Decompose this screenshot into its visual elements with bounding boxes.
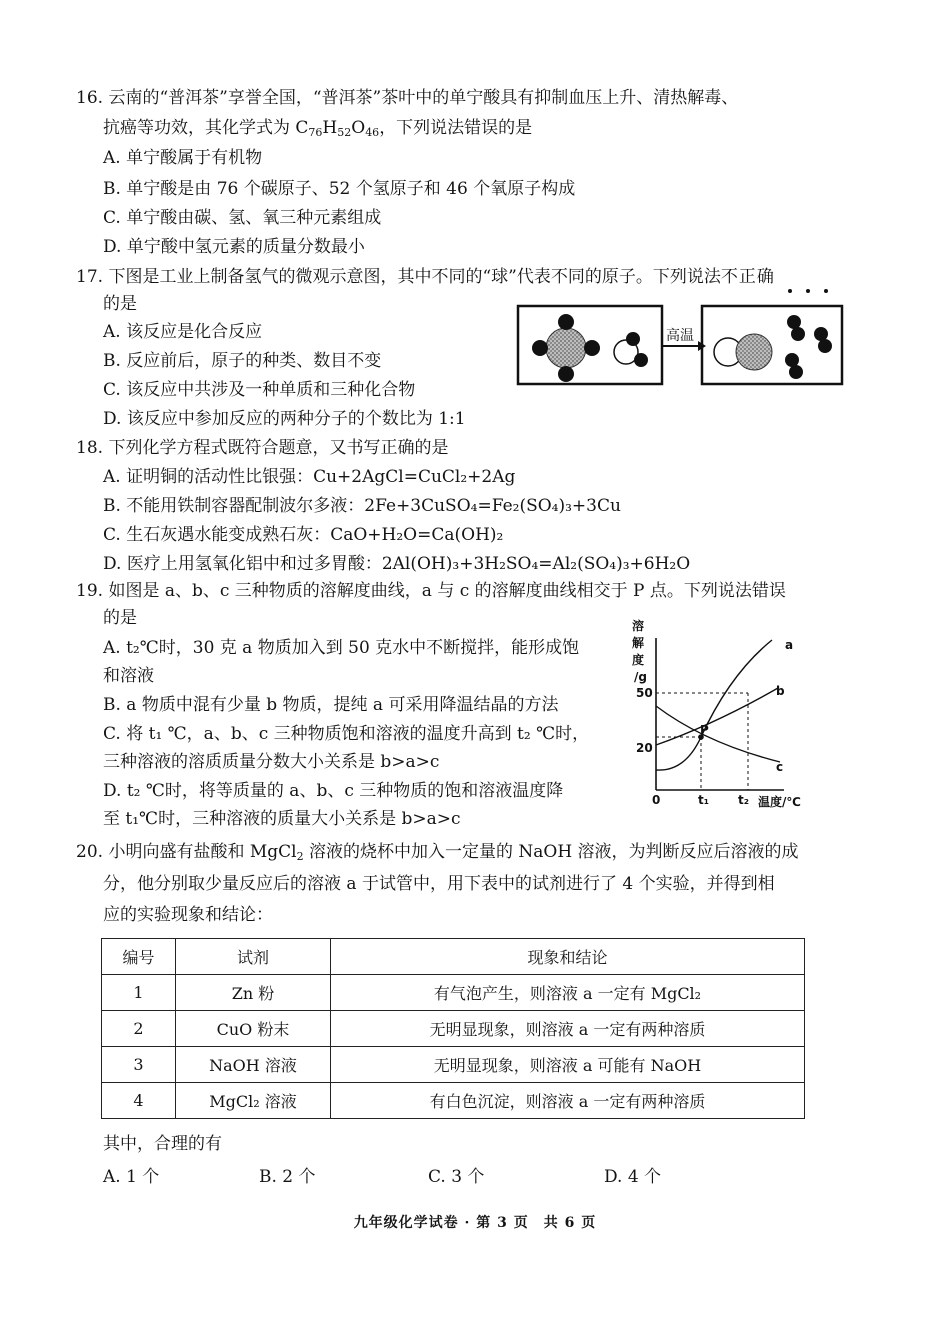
x-axis-label: 温度/℃	[758, 795, 801, 809]
co-molecule	[714, 334, 772, 370]
q19-stem-line1: 19. 如图是 a、b、c 三种物质的溶解度曲线，a 与 c 的溶解度曲线相交于 P 点。下列说法错误	[76, 581, 786, 601]
row-result: 无明显现象，则溶液 a 一定有两种溶质	[331, 1011, 805, 1047]
experiment-table	[101, 938, 805, 1119]
q20-option-b: B. 2 个	[259, 1167, 316, 1187]
q20-option-d: D. 4 个	[604, 1167, 662, 1187]
q17-stem-line1: 17. 下图是工业上制备氢气的微观示意图，其中不同的“球”代表不同的原子。下列说法不正确	[76, 267, 775, 287]
q16-option-b: B. 单宁酸是由 76 个碳原子、52 个氢原子和 46 个氧原子构成	[103, 179, 576, 199]
header-no: 编号	[102, 939, 176, 975]
y-label-char-4: /g	[634, 670, 647, 684]
q16-stem-line2: 抗癌等功效，其化学式为 $C_{76}H_{52}O_{46}$，下列说法错误的是	[103, 118, 533, 139]
q19-option-a-line2: 和溶液	[103, 666, 154, 686]
curve-c	[656, 706, 780, 762]
y-tick-20: 20	[636, 741, 653, 755]
q18-option-c: C. 生石灰遇水能变成熟石灰：CaO+H₂O=Ca(OH)₂	[103, 525, 504, 545]
q16-option-c: C. 单宁酸由碳、氢、氧三种元素组成	[103, 208, 382, 228]
row-result: 有气泡产生，则溶液 a 一定有 MgCl₂	[331, 975, 805, 1011]
row-reagent: MgCl₂ 溶液	[176, 1083, 331, 1119]
row-reagent: Zn 粉	[176, 975, 331, 1011]
q17-stem-line2: 的是	[103, 294, 137, 314]
q19-stem-line2: 的是	[103, 608, 137, 628]
q19-option-c-line1: C. 将 t₁ ℃，a、b、c 三种物质饱和溶液的温度升高到 t₂ ℃时，	[103, 724, 590, 744]
q17-option-c: C. 该反应中共涉及一种单质和三种化合物	[103, 380, 416, 400]
row-reagent: CuO 粉末	[176, 1011, 331, 1047]
q20-stem-line1: 20. 小明向盛有盐酸和 MgCl$_2$ 溶液的烧杯中加入一定量的 NaOH 溶液，为判断反应后溶液的成	[76, 842, 799, 863]
emphasis-dots	[782, 286, 842, 296]
q19-option-d-line1: D. t₂ ℃时，将等质量的 a、b、c 三种物质的饱和溶液温度降	[103, 781, 564, 801]
q17-option-b: B. 反应前后，原子的种类、数目不变	[103, 351, 382, 371]
q19-option-a-line1: A. t₂℃时，30 克 a 物质加入到 50 克水中不断搅拌，能形成饱	[103, 638, 580, 658]
q20-stem-line3: 应的实验现象和结论：	[103, 905, 273, 925]
row-no: 4	[102, 1083, 176, 1119]
q19-option-d-line2: 至 t₁℃时，三种溶液的质量大小关系是 b>a>c	[103, 809, 461, 829]
row-result: 无明显现象，则溶液 a 可能有 NaOH	[331, 1047, 805, 1083]
header-reagent: 试剂	[176, 939, 331, 975]
curve-b	[656, 688, 778, 745]
row-reagent: NaOH 溶液	[176, 1047, 331, 1083]
table-row	[102, 1047, 805, 1083]
curve-a	[656, 640, 772, 770]
q19-option-c-line2: 三种溶液的溶质质量分数大小关系是 b>a>c	[103, 752, 440, 772]
q18-option-b: B. 不能用铁制容器配制波尔多液：2Fe+3CuSO₄=Fe₂(SO₄)₃+3Cu	[103, 496, 621, 516]
x-tick-t2: t₂	[738, 793, 749, 807]
x-tick-t1: t₁	[698, 793, 709, 807]
curve-c-label: c	[776, 760, 784, 774]
point-p-label: P	[700, 723, 709, 737]
table-row	[102, 1011, 805, 1047]
y-label-char-2: 解	[632, 636, 645, 650]
q16-option-d: D. 单宁酸中氢元素的质量分数最小	[103, 237, 365, 257]
reaction-diagram	[516, 304, 844, 386]
q20-option-a: A. 1 个	[103, 1167, 160, 1187]
row-result: 有白色沉淀，则溶液 a 一定有两种溶质	[331, 1083, 805, 1119]
q16-stem-line1: 16. 云南的“普洱茶”享誉全国，“普洱茶”茶叶中的单宁酸具有抑制血压上升、清热解毒、	[76, 88, 739, 108]
y-tick-50: 50	[636, 686, 653, 700]
table-row	[102, 1083, 805, 1119]
q20-stem-line2: 分，他分别取少量反应后的溶液 a 于试管中，用下表中的试剂进行了 4 个实验，并得到相	[103, 874, 775, 894]
table-row	[102, 975, 805, 1011]
methane-molecule	[532, 314, 600, 382]
q17-option-a: A. 该反应是化合反应	[103, 322, 263, 342]
q16-option-a: A. 单宁酸属于有机物	[103, 148, 263, 168]
curve-b-label: b	[776, 684, 785, 698]
q17-option-d: D. 该反应中参加反应的两种分子的个数比为 1:1	[103, 409, 466, 429]
q18-stem: 18. 下列化学方程式既符合题意，又书写正确的是	[76, 438, 449, 458]
q20-followup: 其中，合理的有	[103, 1134, 222, 1154]
condition-label: 高温	[666, 328, 694, 344]
table-header-row	[102, 939, 805, 975]
water-molecule	[614, 332, 648, 367]
y-label-char-1: 溶	[632, 619, 645, 633]
y-label-char-3: 度	[632, 653, 645, 667]
curve-a-label: a	[785, 638, 794, 652]
q18-option-d: D. 医疗上用氢氧化铝中和过多胃酸：2Al(OH)₃+3H₂SO₄=Al₂(SO₄)₃+6H₂O	[103, 554, 691, 574]
q19-option-b: B. a 物质中混有少量 b 物质，提纯 a 可采用降温结晶的方法	[103, 695, 559, 715]
header-result: 现象和结论	[331, 939, 805, 975]
hydrogen-molecules	[785, 315, 832, 379]
solubility-chart	[630, 616, 840, 812]
row-no: 3	[102, 1047, 176, 1083]
row-no: 2	[102, 1011, 176, 1047]
x-tick-origin: 0	[652, 793, 661, 807]
q20-option-c: C. 3 个	[428, 1167, 485, 1187]
row-no: 1	[102, 975, 176, 1011]
emphasis-text: 不正确	[720, 267, 775, 287]
q18-option-a: A. 证明铜的活动性比银强：Cu+2AgCl=CuCl₂+2Ag	[103, 467, 516, 487]
page-footer: 九年级化学试卷 · 第 3 页 共 6 页	[353, 1215, 597, 1231]
